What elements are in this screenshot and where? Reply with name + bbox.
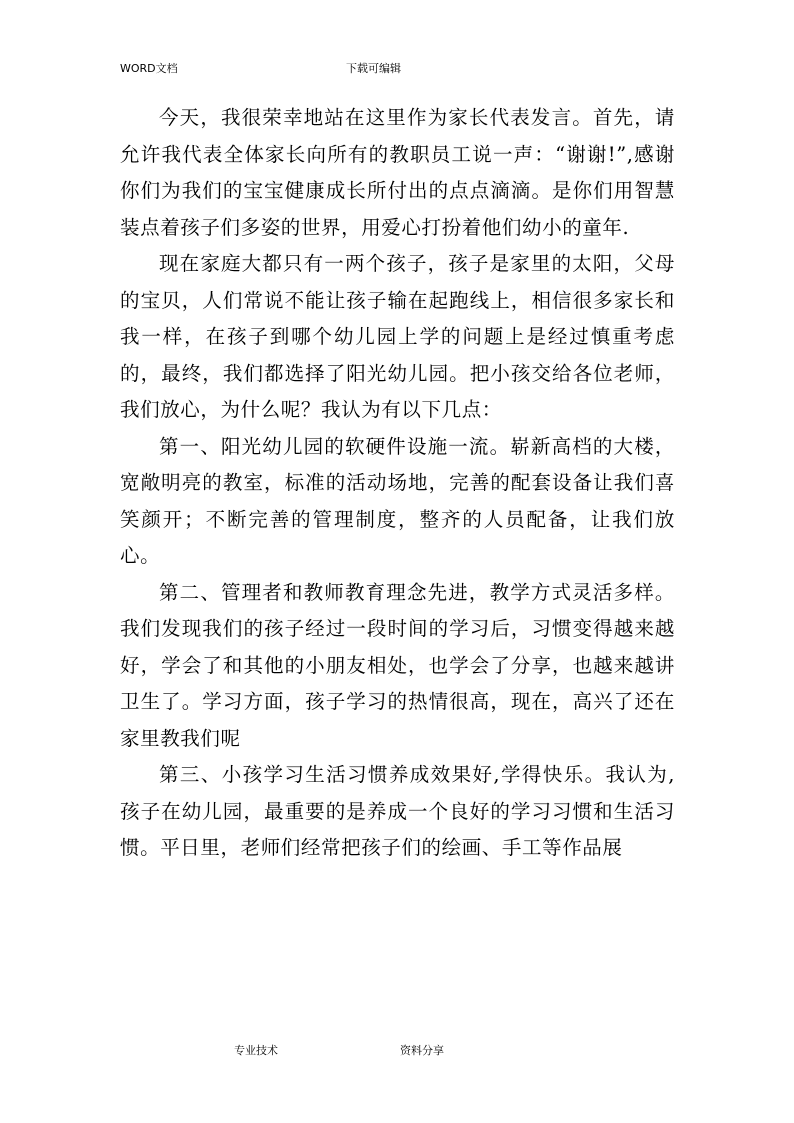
page-header: [0, 60, 794, 76]
paragraph-choice: 现在家庭大都只有一两个孩子，孩子是家里的太阳，父母的宝贝，人们常说不能让孩子输在起跑线上，相信很多家长和我一样，在孩子到哪个幼儿园上学的问题上是经过慎重考虑的，最终，我们都选择了阳光幼儿园。把小孩交给各位老师，我们放心，为什么呢？我认为有以下几点：: [120, 252, 675, 421]
header-center-label: 下载可编辑: [346, 62, 401, 75]
paragraph-point-three: 第三、小孩学习生活习惯养成效果好,学得快乐。我认为,孩子在幼儿园，最重要的是养成一个良好的学习习惯和生活习惯。平日里，老师们经常把孩子们的绘画、手工等作品展: [120, 763, 675, 859]
header-left-label: WORD文档: [120, 62, 178, 75]
page-footer: [0, 1042, 794, 1058]
footer-left-label: 专业技术: [234, 1044, 278, 1057]
document-body: [120, 100, 675, 867]
footer-right-label: 资料分享: [400, 1044, 444, 1057]
paragraph-point-one: 第一、阳光幼儿园的软硬件设施一流。崭新高档的大楼，宽敞明亮的教室，标准的活动场地，完善的配套设备让我们喜笑颜开；不断完善的管理制度，整齐的人员配备，让我们放心。: [120, 434, 675, 567]
paragraph-point-two: 第二、管理者和教师教育理念先进，教学方式灵活多样。我们发现我们的孩子经过一段时间的学习后，习惯变得越来越好，学会了和其他的小朋友相处，也学会了分享，也越来越讲卫生了。学习方面，孩子学习的热情很高，现在，高兴了还在家里教我们呢: [120, 580, 675, 750]
paragraph-opening: 今天，我很荣幸地站在这里作为家长代表发言。首先，请允许我代表全体家长向所有的教职员工说一声：“谢谢!”,感谢你们为我们的宝宝健康成长所付出的点点滴滴。是你们用智慧装点着孩子们多姿的世界，用爱心打扮着他们幼小的童年.: [120, 106, 675, 239]
